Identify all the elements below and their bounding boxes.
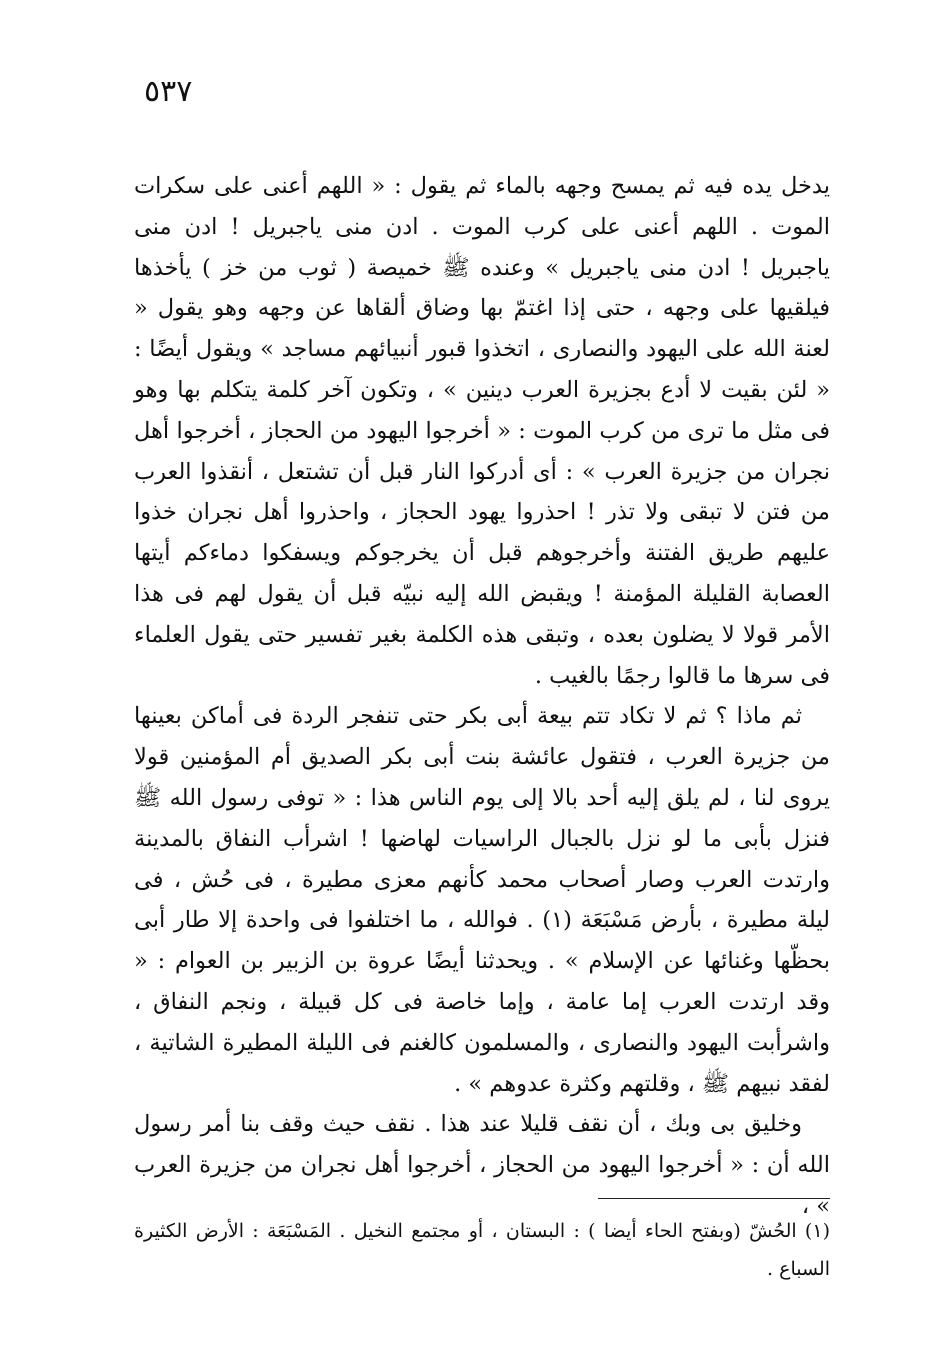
footnote-divider [598, 1198, 830, 1199]
footnote-text: (١) الحُشّ (وبفتح الحاء أيضا ) : البستان ، أو مجتمع النخيل . المَسْبَعَة : الأرض الكثيرة السباع . [134, 1220, 830, 1280]
footnote [134, 1212, 830, 1288]
paragraph: ثم ماذا ؟ ثم لا تكاد تتم بيعة أبى بكر حتى تنفجر الردة فى أماكن بعينها من جزيرة العرب ، فتقول عائشة بنت أبى بكر الصديق أم المؤمنين قولا يروى لنا ، لم يلق إليه أحد بالا إلى يوم الناس هذا : « توفى رسول الله ﷺ فنزل بأبى ما لو نزل بالجبال الراسيات لهاضها ! اشرأب النفاق بالمدينة وارتدت العرب وصار أصحاب محمد كأنهم معزى مطيرة ، فى حُش ، فى ليلة مطيرة ، بأرض مَسْبَعَة (١) . فوالله ، ما اختلفوا فى واحدة إلا طار أبى بحظّها وغنائها عن الإسلام » . ويحدثنا أيضًا عروة بن الزبير بن العوام : « وقد ارتدت العرب إما عامة ، وإما خاصة فى كل قبيلة ، ونجم النفاق ، واشرأبت اليهود والنصارى ، والمسلمون كالغنم فى الليلة المطيرة الشاتية ، لفقد نبيهم ﷺ ، وقلتهم وكثرة عدوهم » . [134, 703, 830, 1097]
paragraph: وخليق بى وبك ، أن نقف قليلا عند هذا . نقف حيث وقف بنا أمر رسول الله أن : « أخرجوا اليهود من الحجاز ، أخرجوا أهل نجران من جزيرة العرب » ، [134, 1111, 830, 1219]
main-text [134, 166, 830, 1227]
paragraph: يدخل يده فيه ثم يمسح وجهه بالماء ثم يقول : « اللهم أعنى على سكرات الموت . اللهم أعنى على كرب الموت . ادن منى ياجبريل ! ادن منى ياجبريل ! ادن منى ياجبريل » وعنده ﷺ خميصة ( ثوب من خز ) يأخذها فيلقيها على وجهه ، حتى إذا اغتمّ بها وضاق ألقاها عن وجهه وهو يقول « لعنة الله على اليهود والنصارى ، اتخذوا قبور أنبيائهم مساجد » ويقول أيضًا : « لئن بقيت لا أدع بجزيرة العرب دينين » ، وتكون آخر كلمة يتكلم بها وهو فى مثل ما ترى من كرب الموت : « أخرجوا اليهود من الحجاز ، أخرجوا أهل نجران من جزيرة العرب » : أى أدركوا النار قبل أن تشتعل ، أنقذوا العرب من فتن لا تبقى ولا تذر ! احذروا يهود الحجاز ، واحذروا أهل نجران خذوا عليهم طريق الفتنة وأخرجوهم قبل أن يخرجوكم ويسفكوا دماءكم أيتها العصابة القليلة المؤمنة ! ويقبض الله إليه نبيّه قبل أن يقول لهم فى هذا الأمر قولا لا يضلون بعده ، وتبقى هذه الكلمة بغير تفسير حتى يقول العلماء فى سرها ما قالوا رجمًا بالغيب . [134, 173, 830, 689]
page-number: ٥٣٧ [144, 74, 193, 109]
